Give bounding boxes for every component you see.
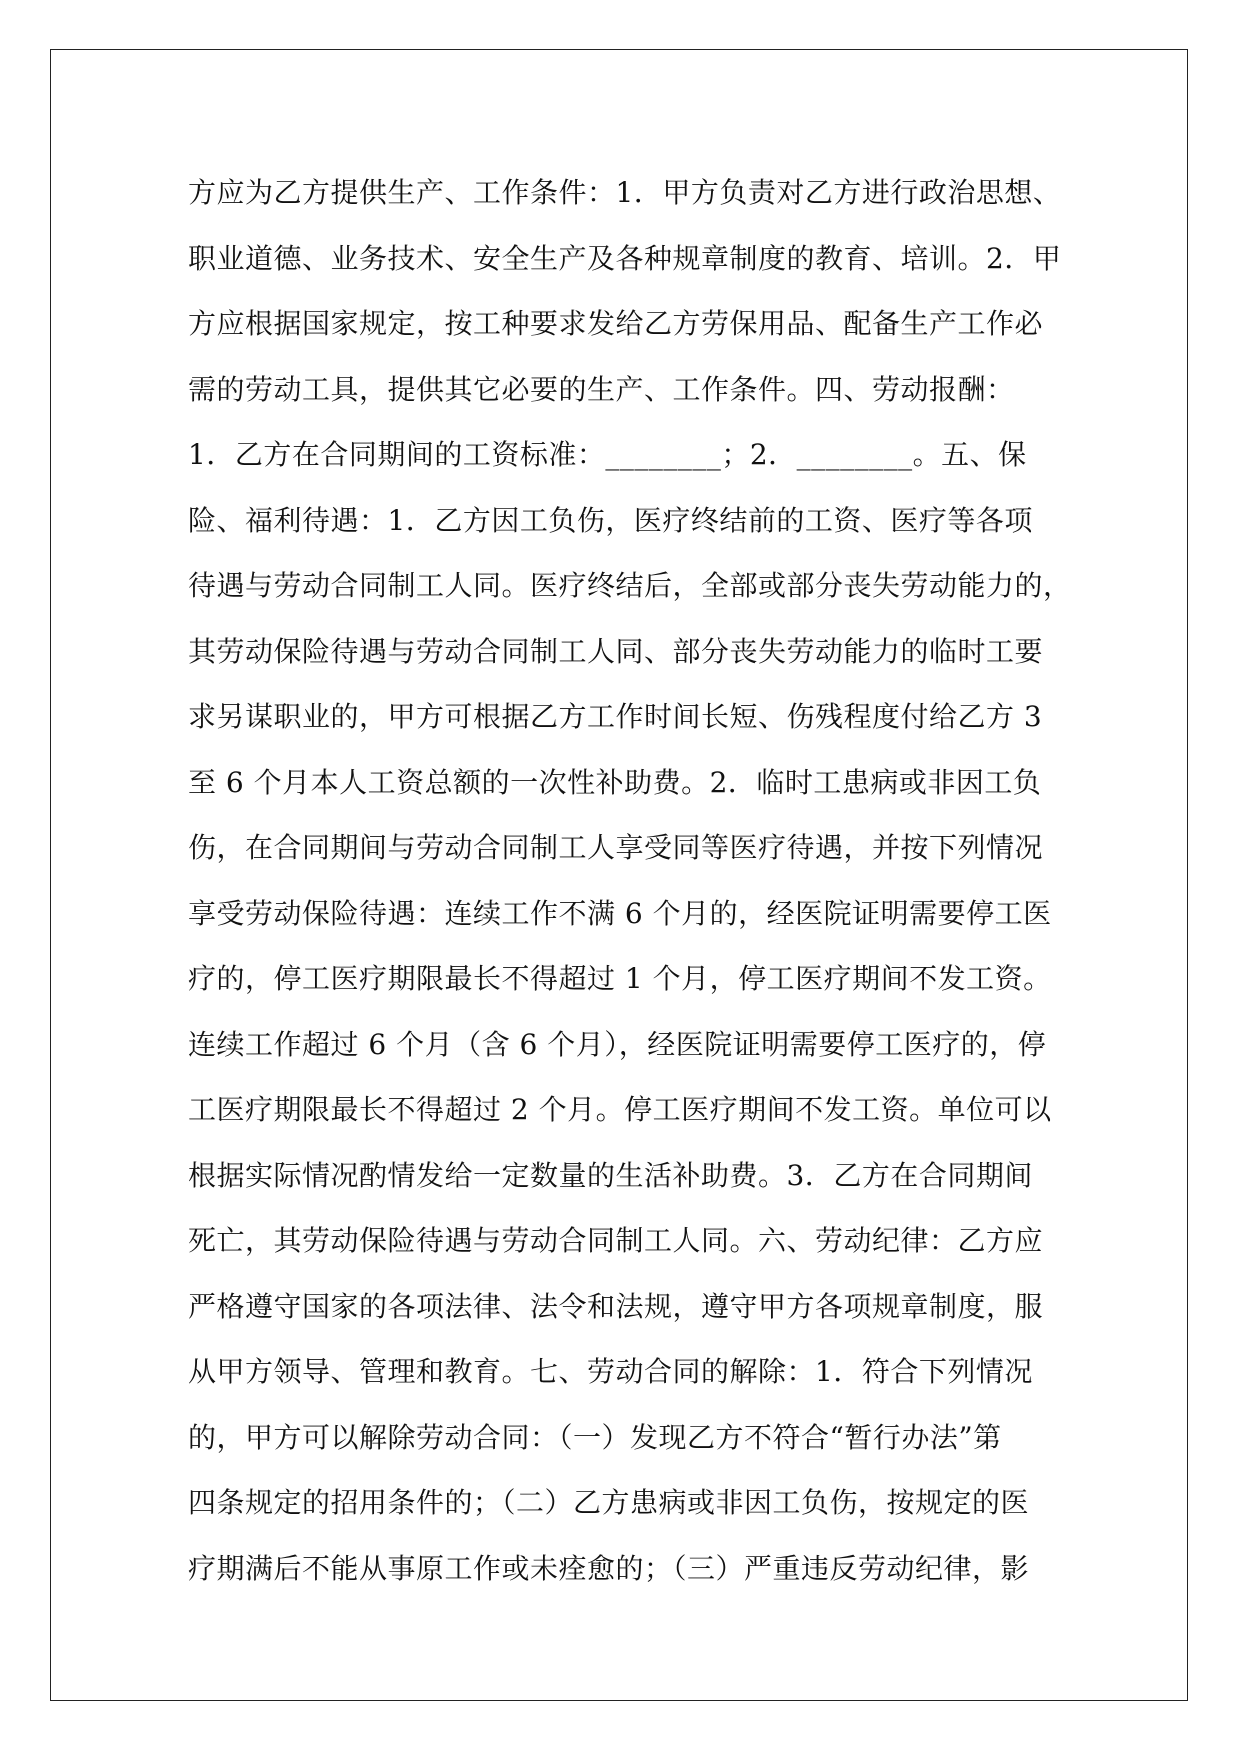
text-line: 至 6 个月本人工资总额的一次性补助费。2．临时工患病或非因工负 [188, 765, 1042, 799]
text-line: 死亡，其劳动保险待遇与劳动合同制工人同。六、劳动纪律：乙方应 [188, 1224, 1044, 1257]
text-line: 严格遵守国家的各项法律、法令和法规，遵守甲方各项规章制度，服 [188, 1289, 1044, 1323]
text-line: 险、福利待遇：1．乙方因工负伤，医疗终结前的工资、医疗等各项 [188, 503, 1033, 537]
text-line: 四条规定的招用条件的；（二）乙方患病或非因工负伤，按规定的医 [188, 1486, 1030, 1519]
text-line: 的，甲方可以解除劳动合同：（一）发现乙方不符合“暂行办法”第 [188, 1420, 1002, 1454]
text-line: 疗的，停工医疗期限最长不得超过 1 个月，停工医疗期间不发工资。 [188, 962, 1052, 995]
text-line: 方应根据国家规定，按工种要求发给乙方劳保用品、配备生产工作必 [188, 307, 1044, 340]
text-line: 其劳动保险待遇与劳动合同制工人同、部分丧失劳动能力的临时工要 [188, 634, 1044, 668]
text-line: 方应为乙方提供生产、工作条件：1．甲方负责对乙方进行政治思想、 [188, 176, 1062, 209]
text-line: 1．乙方在合同期间的工资标准：________；2．________。五、保 [188, 438, 1027, 471]
text-line: 伤，在合同期间与劳动合同制工人享受同等医疗待遇，并按下列情况 [188, 831, 1044, 864]
text-line: 工医疗期限最长不得超过 2 个月。停工医疗期间不发工资。单位可以 [188, 1093, 1052, 1126]
text-line: 疗期满后不能从事原工作或未痊愈的；（三）严重违反劳动纪律，影 [188, 1551, 1030, 1585]
text-line: 根据实际情况酌情发给一定数量的生活补助费。3．乙方在合同期间 [188, 1158, 1033, 1192]
text-line: 连续工作超过 6 个月（含 6 个月），经医院证明需要停工医疗的，停 [188, 1027, 1047, 1061]
document-body [188, 160, 1072, 1601]
text-line: 享受劳动保险待遇：连续工作不满 6 个月的，经医院证明需要停工医 [188, 896, 1052, 930]
text-line: 待遇与劳动合同制工人同。医疗终结后，全部或部分丧失劳动能力的， [188, 569, 1072, 602]
text-line: 职业道德、业务技术、安全生产及各种规章制度的教育、培训。2．甲 [188, 241, 1062, 275]
text-line: 求另谋职业的，甲方可根据乙方工作时间长短、伤残程度付给乙方 3 [188, 700, 1043, 733]
text-line: 需的劳动工具，提供其它必要的生产、工作条件。四、劳动报酬： [188, 372, 1015, 406]
text-line: 从甲方领导、管理和教育。七、劳动合同的解除：1．符合下列情况 [188, 1355, 1033, 1388]
